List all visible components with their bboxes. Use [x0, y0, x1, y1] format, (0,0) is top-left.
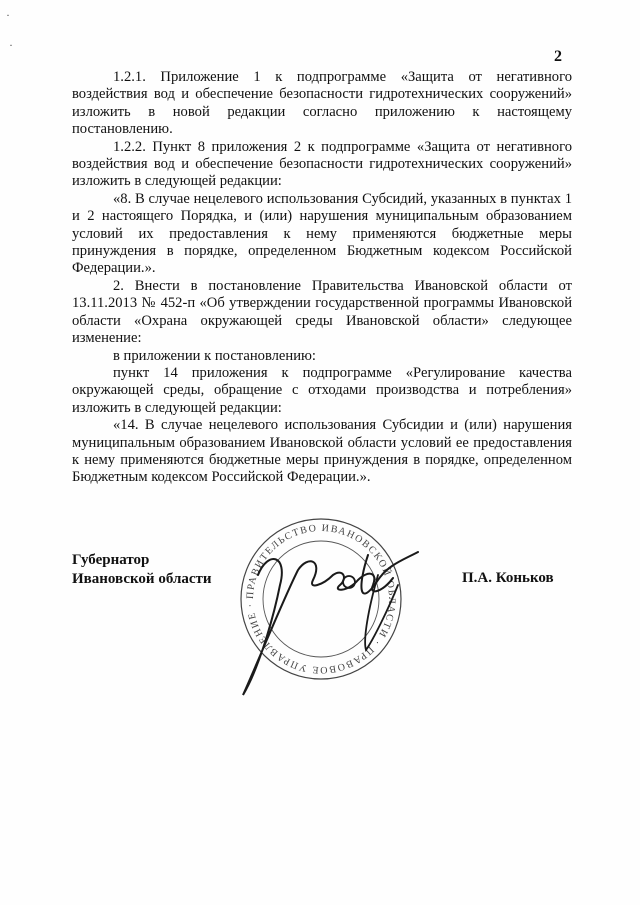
document-body [72, 69, 572, 487]
position-line-1: Губернатор [72, 552, 150, 568]
scan-speck: · [9, 38, 13, 52]
position-line-2: Ивановской области [72, 571, 212, 587]
paragraph-quote-14: «14. В случае нецелевого использования Субсидии и (или) нарушения муниципальным образованием Ивановской области условий ее предоставления к нему применяются бюджетные меры принуждения в порядке, определенном Бюджетным кодексом Российской Федерации.». [72, 417, 572, 486]
signatory-name: П.А. Коньков [462, 570, 554, 586]
stamp-text: ПРАВИТЕЛЬСТВО ИВАНОВСКОЙ ОБЛАСТИ · ПРАВОВОЕ УПРАВЛЕНИЕ · [244, 522, 398, 676]
paragraph-2: 2. Внести в постановление Правительства Ивановской области от 13.11.2013 № 452-п «Об утверждении государственной программы Ивановской области «Охрана окружающей среды Ивановской области» следующее изменение: [72, 277, 572, 347]
handwritten-signature [228, 530, 438, 710]
page-number: 2 [554, 48, 562, 65]
paragraph-item-14: пункт 14 приложения к подпрограмме «Регулирование качества окружающей среды, обращение с отходами производства и потребления» изложить в следующей редакции: [72, 364, 572, 416]
paragraph-annex: в приложении к постановлению: [113, 347, 316, 364]
paragraph-1-2-2: 1.2.2. Пункт 8 приложения 2 к подпрограмме «Защита от негативного воздействия вод и обеспечение безопасности гидротехнических сооружений» изложить в следующей редакции: [72, 138, 572, 190]
signatory-position [72, 551, 212, 589]
paragraph-1-2-1: 1.2.1. Приложение 1 к подпрограмме «Защита от негативного воздействия вод и обеспечение безопасности гидротехнических сооружений» изложить в новой редакции согласно приложению к настоящему постановлению. [72, 69, 572, 138]
scan-speck: · [6, 8, 10, 22]
paragraph-quote-8: «8. В случае нецелевого использования Субсидий, указанных в пунктах 1 и 2 настоящего Порядка, и (или) нарушения муниципальным образованием условий их предоставления к нему применяются бюджетные меры принуждения в порядке, определенном Бюджетным кодексом Российской Федерации.». [72, 190, 572, 277]
